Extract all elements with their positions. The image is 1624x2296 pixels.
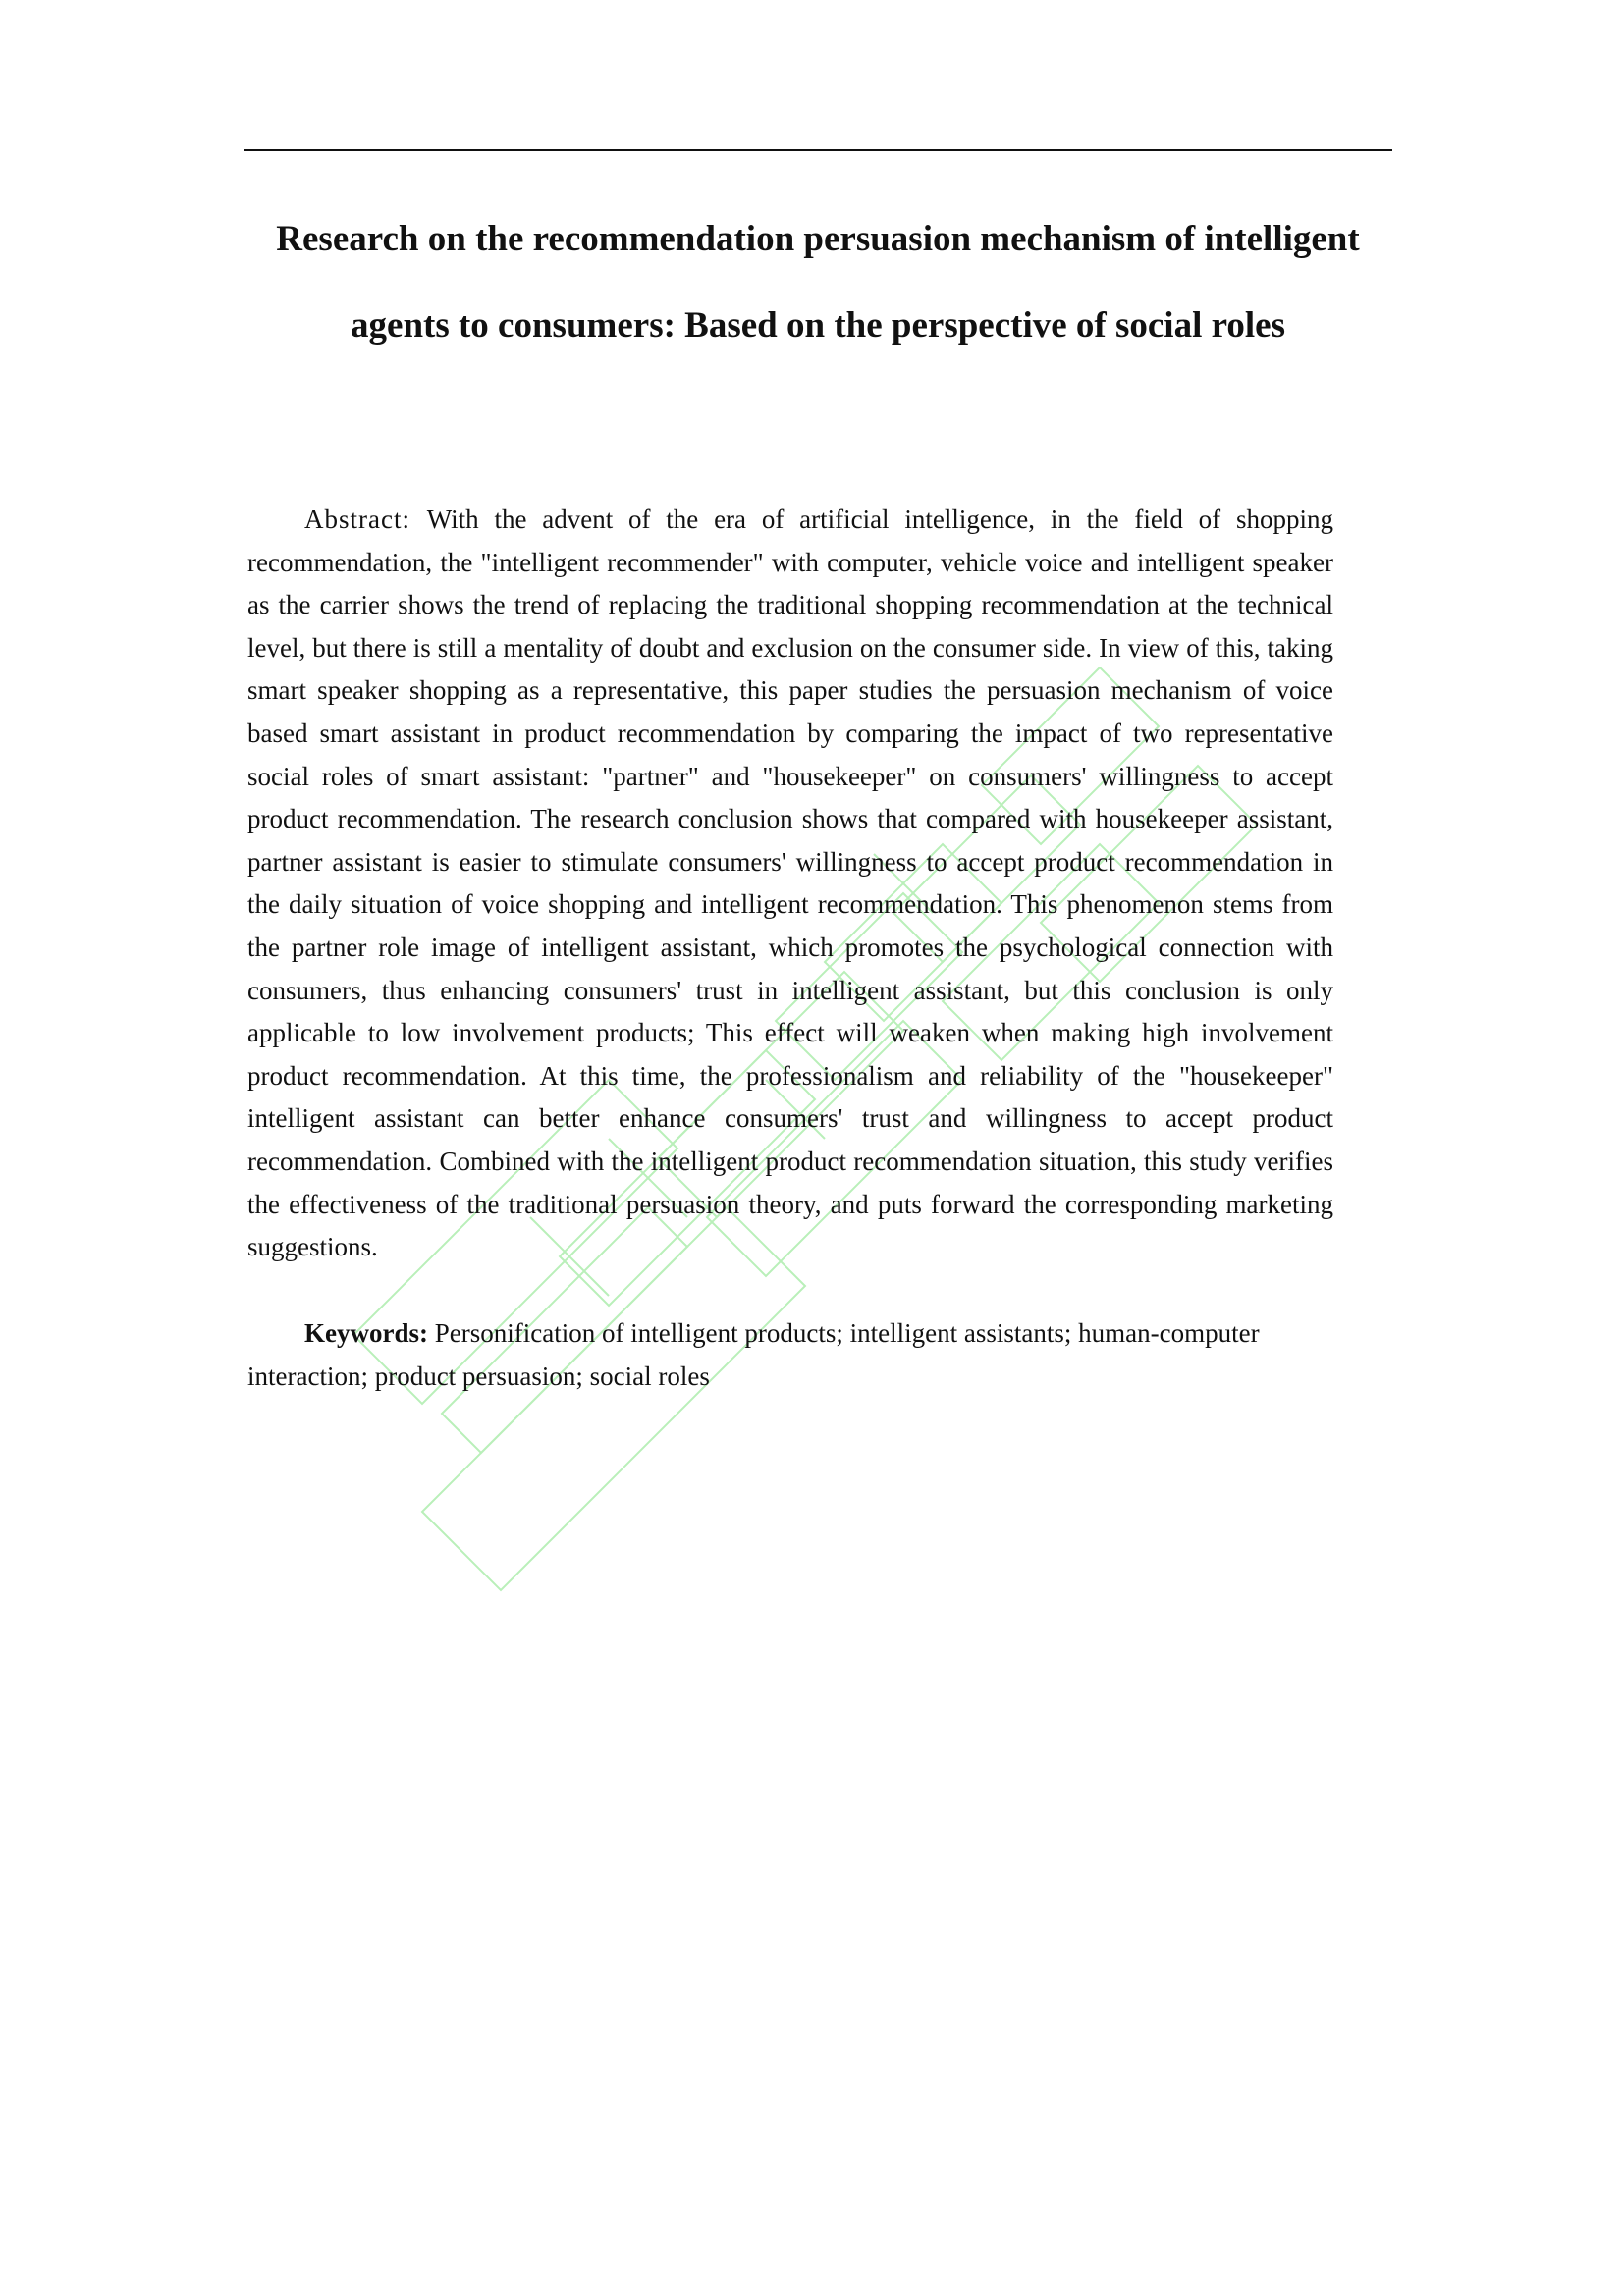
abstract-text: With the advent of the era of artificial intelligence, in the field of shopping recommendation, the "intelligent recommender" with computer, vehicle voice and intelligent speaker as the carrier shows the trend of replacing the traditional shopping recommendation at the technical level, but there is still a mentality of doubt and exclusion on the consumer side. In view of this, taking smart speaker shopping as a representative, this paper studies the persuasion mechanism of voice based smart assistant in product recommendation by comparing the impact of two representative social roles of smart assistant: "partner" and "housekeeper" on consumers' willingness to accept product recommendation. The research conclusion shows that compared with housekeeper assistant, partner assistant is easier to stimulate consumers' willingness to accept product recommendation in the daily situation of voice shopping and intelligent recommendation. This phenomenon stems from the partner role image of intelligent assistant, which promotes the psychological connection with consumers, thus enhancing consumers' trust in intelligent assistant, but this conclusion is only applicable to low involvement products; This effect will weaken when making high involvement product recommendation. At this time, the professionalism and reliability of the "housekeeper" intelligent assistant can better enhance consumers' trust and willingness to accept product recommendation. Combined with the intelligent product recommendation situation, this study verifies the effectiveness of the traditional persuasion theory, and puts forward the corresponding marketing suggestions. [247, 505, 1333, 1262]
keywords-paragraph [247, 1312, 1352, 1398]
keywords-text: Personification of intelligent products; intelligent assistants; human-computer interaction; product persuasion; social roles [247, 1318, 1260, 1391]
keywords-label: Keywords: [304, 1318, 428, 1348]
paper-title: Research on the recommendation persuasion mechanism of intelligent agents to consumers: Based on the perspective of social roles [276, 219, 1360, 346]
abstract-paragraph [247, 499, 1333, 1269]
header-rule [244, 149, 1392, 151]
abstract-label: Abstract: [304, 505, 427, 534]
